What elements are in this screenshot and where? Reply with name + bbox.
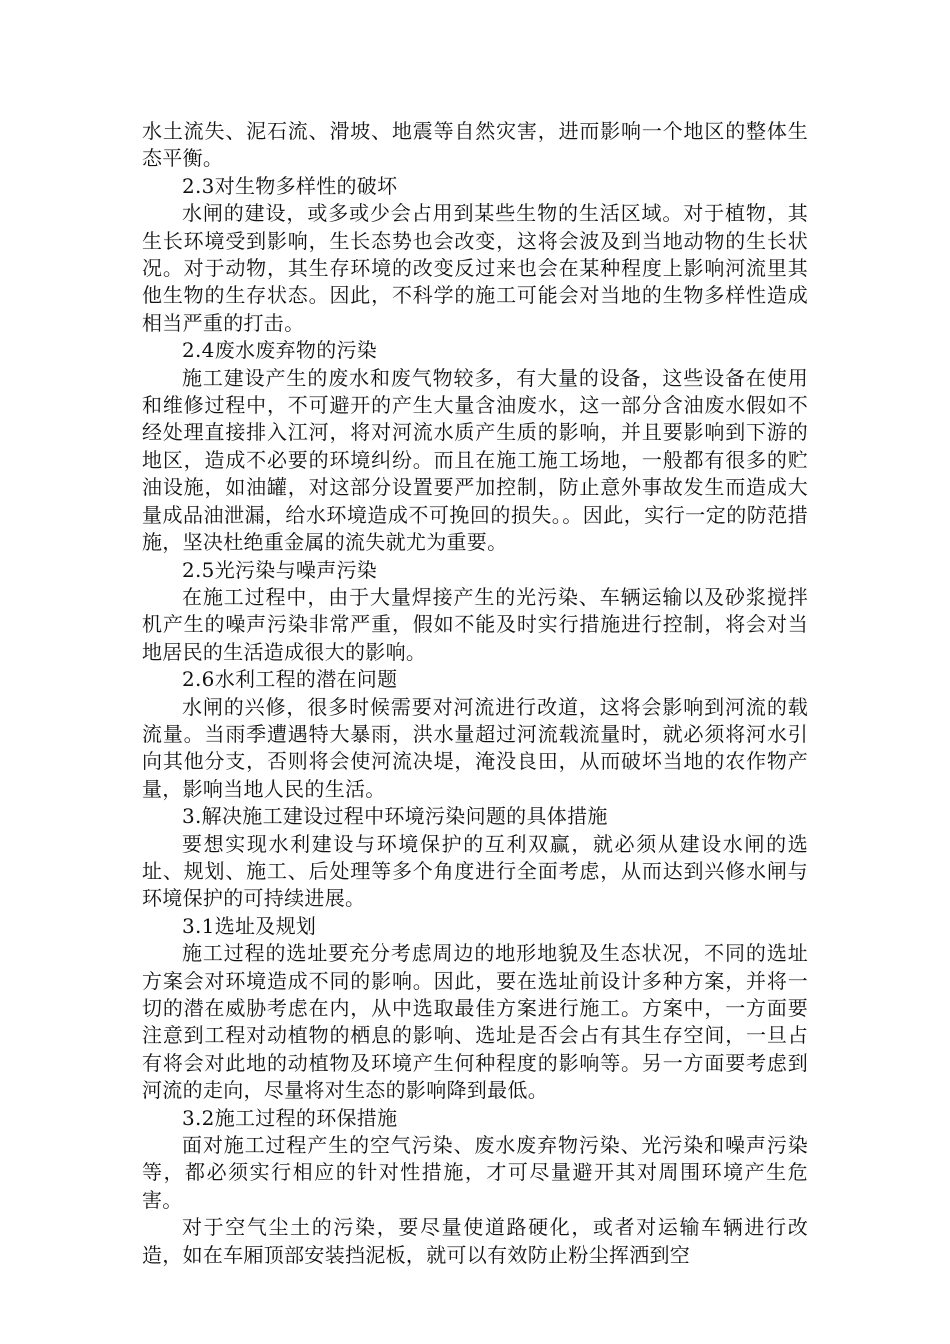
paragraph-dust-control: 对于空气尘土的污染，要尽量使道路硬化，或者对运输车辆进行改造，如在车厢顶部安装挡泥板，就可以有效防止粉尘挥洒到空	[142, 1215, 808, 1267]
paragraph-continued: 水土流失、泥石流、滑坡、地震等自然灾害，进而影响一个地区的整体生态平衡。	[142, 119, 808, 171]
document-body	[142, 118, 808, 1269]
section-heading-2-6: 2.6水利工程的潜在问题	[182, 667, 398, 692]
paragraph-light-noise: 在施工过程中，由于大量焊接产生的光污染、车辆运输以及砂浆搅拌机产生的噪声污染非常严重，假如不能及时实行措施进行控制，将会对当地居民的生活造成很大的影响。	[142, 584, 808, 664]
paragraph-biodiversity: 水闸的建设，或多或少会占用到某些生物的生活区域。对于植物，其生长环境受到影响，生长态势也会改变，这将会波及到当地动物的生长状况。对于动物，其生存环境的改变反过来也会在某种程度上影响河流里其他生物的生存状态。因此，不科学的施工可能会对当地的生物多样性造成相当严重的打击。	[142, 201, 808, 335]
paragraph-potential-issues: 水闸的兴修，很多时候需要对河流进行改道，这将会影响到河流的载流量。当雨季遭遇特大暴雨，洪水量超过河流载流量时，就必须将河水引向其他分支，否则将会使河流决堤，淹没良田，从而破坏当地的农作物产量，影响当地人民的生活。	[142, 694, 808, 801]
section-heading-3: 3.解决施工建设过程中环境污染问题的具体措施	[182, 804, 608, 829]
paragraph-wastewater: 施工建设产生的废水和废气物较多，有大量的设备，这些设备在使用和维修过程中，不可避开的产生大量含油废水，这一部分含油废水假如不经处理直接排入江河，将对河流水质产生质的影响，并且要影响到下游的地区，造成不必要的环境纠纷。而且在施工施工场地，一般都有很多的贮油设施，如油罐，对这部分设置要严加控制，防止意外事故发生而造成大量成品油泄漏，给水环境造成不可挽回的损失。。因此，实行一定的防范措施，坚决杜绝重金属的流失就尤为重要。	[142, 365, 808, 555]
paragraph-environmental-measures: 面对施工过程产生的空气污染、废水废弃物污染、光污染和噪声污染等，都必须实行相应的针对性措施，才可尽量避开其对周围环境产生危害。	[142, 1133, 808, 1212]
section-heading-2-4: 2.4废水废弃物的污染	[182, 338, 378, 363]
section-heading-3-2: 3.2施工过程的环保措施	[182, 1105, 398, 1130]
paragraph-site-selection: 施工过程的选址要充分考虑周边的地形地貌及生态状况，不同的选址方案会对环境造成不同的影响。因此，要在选址前设计多种方案，并将一切的潜在威胁考虑在内，从中选取最佳方案进行施工。方案中，一方面要注意到工程对动植物的栖息的影响、选址是否会占有其生存空间，一旦占有将会对此地的动植物及环境产生何种程度的影响等。另一方面要考虑到河流的走向，尽量将对生态的影响降到最低。	[142, 941, 808, 1103]
section-heading-3-1: 3.1选址及规划	[182, 913, 317, 938]
section-heading-2-3: 2.3对生物多样性的破坏	[182, 173, 398, 198]
section-heading-2-5: 2.5光污染与噪声污染	[182, 557, 378, 582]
paragraph-measures-intro: 要想实现水利建设与环境保护的互利双赢，就必须从建设水闸的选址、规划、施工、后处理等多个角度进行全面考虑，从而达到兴修水闸与环境保护的可持续进展。	[142, 831, 808, 911]
